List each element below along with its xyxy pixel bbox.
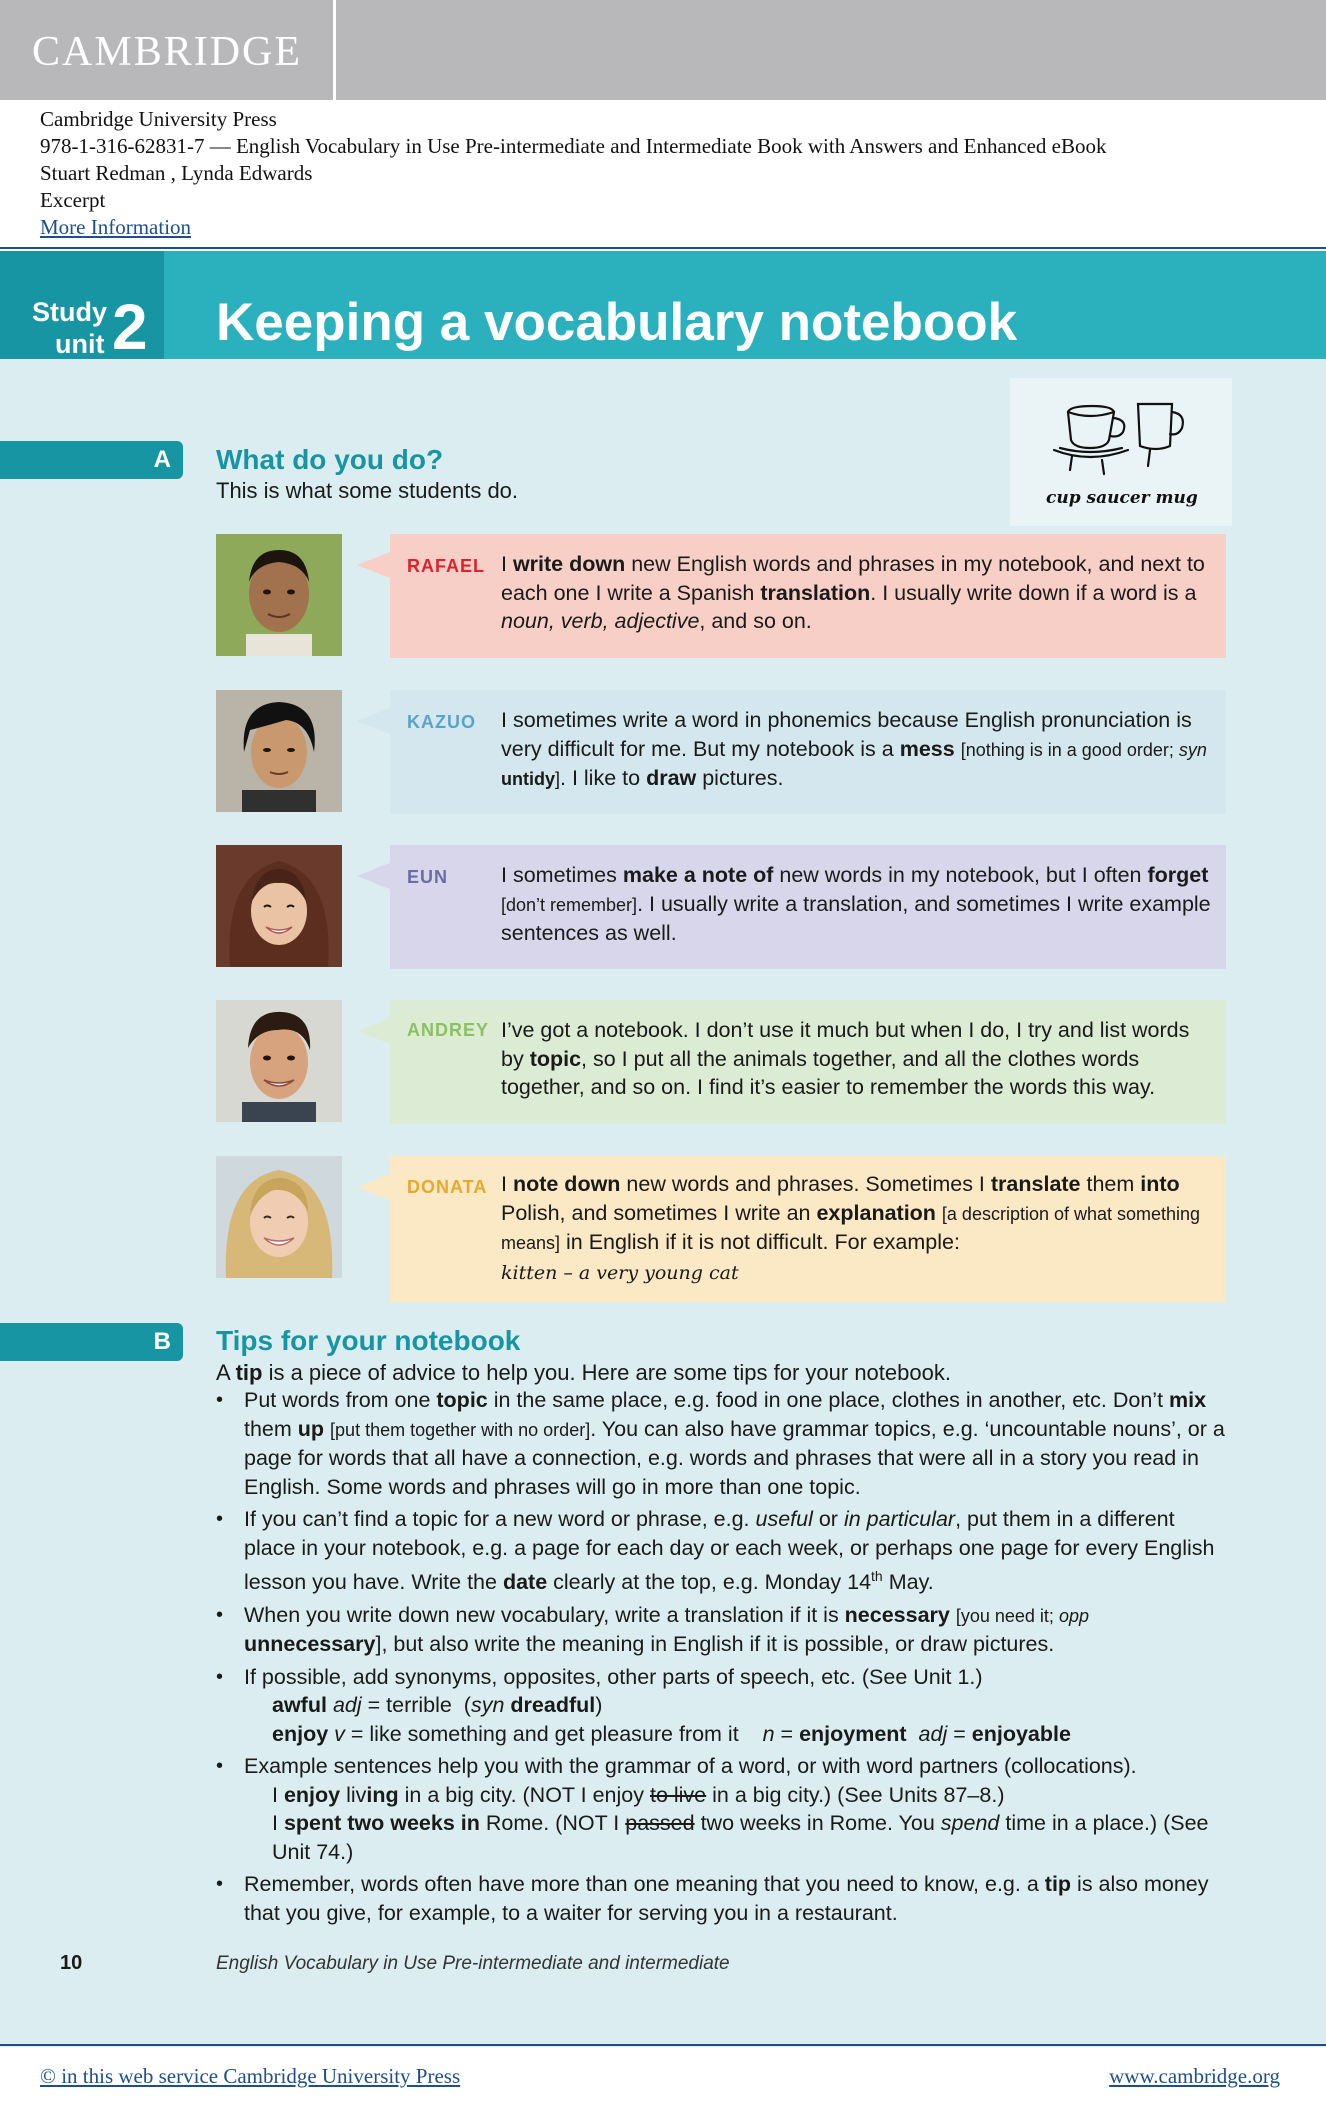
logo-text: CAMBRIDGE (32, 29, 303, 75)
book-metadata (40, 106, 1106, 241)
list-item: • When you write down new vocabulary, write a translation if it is necessary [you need it; opp unnecessary], but also write the meaning in English if it is possible, or draw pictures. (216, 1601, 1226, 1659)
kazuo-text: I sometimes write a word in phonemics because English pronunciation is very difficult for me. But my notebook is a mess [nothing is in a good order; syn untidy]. I like to draw pictures. (501, 708, 1207, 790)
speech-pointer (357, 552, 390, 578)
speaker-name-eun: EUN (407, 867, 449, 887)
rafael-text: I write down new English words and phrases in my notebook, and next to each one I write a Spanish translation. I usually write down if a word is a noun, verb, adjective, and so on. (501, 552, 1205, 633)
study-label: Study (32, 297, 108, 327)
cups-drawing-icon (1010, 378, 1232, 488)
avatar-icon (216, 690, 342, 812)
page-title: Keeping a vocabulary notebook (216, 293, 1018, 352)
publisher: Cambridge University Press (40, 107, 277, 131)
speech-pointer (357, 1174, 390, 1200)
section-b-tab (0, 1323, 183, 1361)
section-b-intro: A tip is a piece of advice to help you. Here are some tips for your notebook. (216, 1360, 951, 1385)
eun-photo (216, 845, 342, 967)
cambridge-logo[interactable] (0, 0, 336, 100)
list-item: • If you can’t find a topic for a new word or phrase, e.g. useful or in particular, put them in a different place in your notebook, e.g. a page for each day or each week, or perhaps one page for every English lesson you have. Write the date clearly at the top, e.g. Monday 14th May. (216, 1505, 1226, 1597)
section-letter: B (153, 1328, 171, 1355)
section-a-heading: What do you do? (216, 444, 444, 475)
illustration-caption: cup saucer mug (1046, 488, 1198, 508)
speaker-name-rafael: RAFAEL (407, 556, 485, 576)
avatar-icon (216, 845, 342, 967)
intro-rest: is a piece of advice to help you. Here are some tips for your notebook. (262, 1360, 951, 1385)
divider (0, 247, 1326, 249)
andrey-photo (216, 1000, 342, 1122)
donata-text: I note down new words and phrases. Sometimes I translate them into Polish, and sometimes I write an explanation [a description of what something means] in English if it is not difficult. For example: kitten – a very young cat (501, 1172, 1201, 1284)
speaker-name-kazuo: KAZUO (407, 712, 476, 732)
kazuo-photo (216, 690, 342, 812)
list-item: • Put words from one topic in the same place, e.g. food in one place, clothes in another, etc. Don’t mix them up [put them together with no order]. You can also have grammar topics, e.g. ‘uncountable nouns’, or a page for words that all have a connection, e.g. words and phrases that were all in a story you read in English. Some words and phrases will go in more than one topic. (216, 1386, 1226, 1501)
section-a-tab (0, 441, 183, 479)
speaker-name-donata: DONATA (407, 1177, 488, 1197)
speaker-name-andrey: ANDREY (407, 1020, 490, 1040)
speech-pointer (357, 863, 390, 889)
rafael-photo (216, 534, 342, 656)
speech-pointer (357, 1018, 390, 1044)
donata-photo (216, 1156, 342, 1278)
avatar-icon (216, 1156, 342, 1278)
section-b-heading: Tips for your notebook (216, 1325, 521, 1356)
andrey-text: I’ve got a notebook. I don’t use it much but when I do, I try and list words by topic, so I put all the animals together, and all the clothes words together, and so on. I find it’s easier to remember the words this way. (501, 1018, 1190, 1099)
excerpt-label: Excerpt (40, 188, 106, 212)
list-item: • Remember, words often have more than one meaning that you need to know, e.g. a tip is also money that you give, for example, to a waiter for serving you in a restaurant. (216, 1870, 1226, 1927)
copyright-link[interactable]: © in this web service Cambridge University Press (40, 2064, 461, 2088)
footer-divider (0, 2044, 1326, 2046)
section-letter: A (153, 446, 171, 473)
avatar-icon (216, 534, 342, 656)
unit-number: 2 (112, 291, 148, 363)
more-information-link[interactable]: More Information (40, 215, 192, 239)
list-item: • Example sentences help you with the grammar of a word, or with word partners (collocations). I enjoy living in a big city. (NOT I enjoy to live in a big city.) (See Units 87–8.) I spent two weeks in Rome. (NOT I passed two weeks in Rome. You spend time in a place.) (See Unit 74.) (216, 1752, 1226, 1866)
unit-label: unit (55, 329, 105, 359)
eun-text: I sometimes make a note of new words in my notebook, but I often forget [don’t remember]. I usually write a translation, and sometimes I write example sentences as well. (501, 863, 1211, 945)
avatar-icon (216, 1000, 342, 1122)
section-a-intro: This is what some students do. (216, 478, 519, 503)
tips-list (216, 1386, 1226, 1931)
book-title-footer: English Vocabulary in Use Pre-intermediate and intermediate (216, 1953, 730, 1974)
list-item: • If possible, add synonyms, opposites, other parts of speech, etc. (See Unit 1.) awful adj = terrible (syn dreadful) enjoy v = like something and get pleasure from it n = enjoyment adj = enjoyable (216, 1663, 1226, 1749)
speech-pointer (357, 708, 390, 734)
isbn-line: 978-1-316-62831-7 — English Vocabulary in Use Pre-intermediate and Intermediate Book with Answers and Enhanced eBook (40, 134, 1107, 158)
tip-term: tip (235, 1360, 263, 1385)
authors: Stuart Redman , Lynda Edwards (40, 161, 313, 185)
website-link[interactable]: www.cambridge.org (1109, 2064, 1280, 2088)
page-number: 10 (60, 1952, 83, 1974)
